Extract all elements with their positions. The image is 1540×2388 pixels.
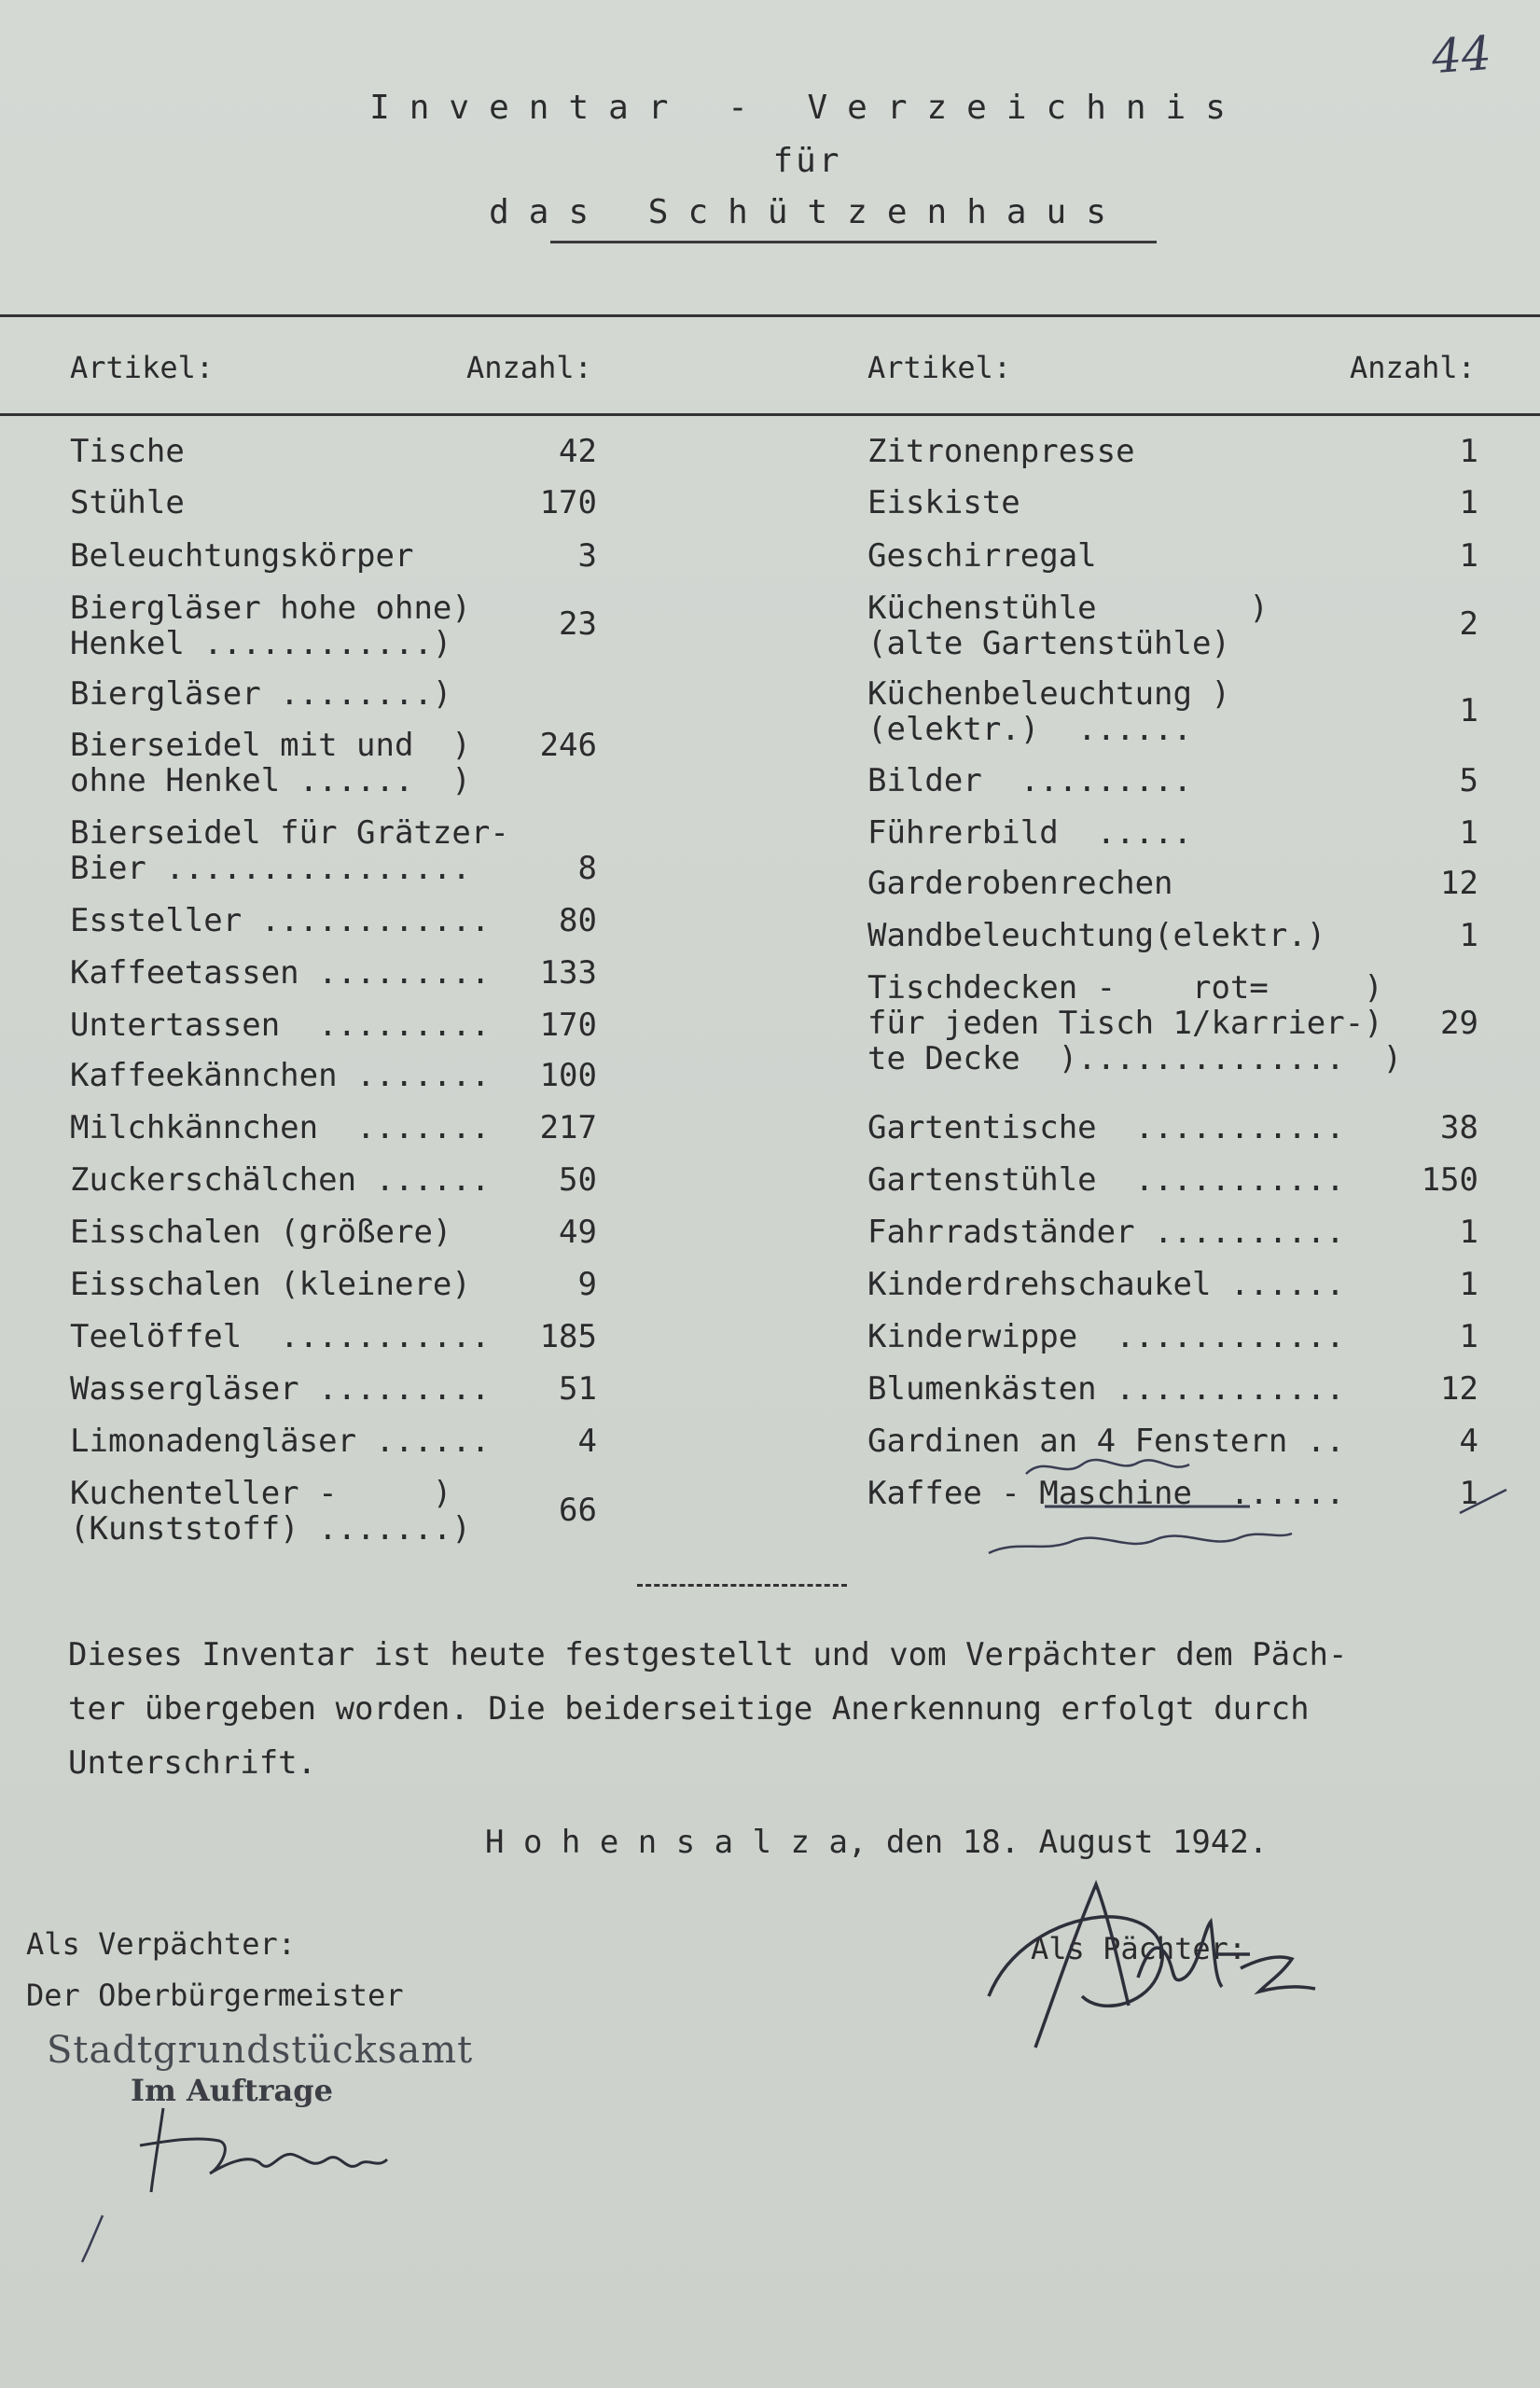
right-item-name: Fahrradständer .......... (867, 1214, 1345, 1251)
left-item-qty: 217 (539, 1109, 597, 1146)
lessee-label: Als Pächter: (1031, 1931, 1247, 1966)
left-item-qty: 50 (559, 1161, 597, 1199)
right-item-qty: 12 (1440, 1370, 1478, 1408)
right-item-name: Kinderdrehschaukel ...... (867, 1266, 1345, 1303)
left-item-name: Biergläser hohe ohne) Henkel ............) (70, 590, 471, 662)
left-item-qty: 80 (559, 902, 597, 939)
right-item-name: Gartentische ........... (867, 1109, 1345, 1146)
right-item-qty: 29 (1440, 1005, 1478, 1042)
right-item-qty: 1 (1459, 484, 1478, 521)
right-item-qty: 1 (1459, 1475, 1478, 1512)
title-underline (550, 241, 1157, 243)
left-item-name: Untertassen ......... (70, 1007, 491, 1044)
stamp-on-behalf: Im Auftrage (131, 2073, 333, 2108)
left-item-name: Kaffeekännchen ....... (70, 1057, 491, 1094)
header-left-article: Artikel: (70, 350, 215, 385)
left-item-name: Stühle (70, 484, 185, 521)
right-item-qty: 1 (1459, 537, 1478, 575)
stamp-office: Stadtgrundstücksamt (47, 2029, 474, 2072)
lessor-signature (131, 2103, 392, 2206)
right-item-qty: 1 (1459, 1318, 1478, 1355)
right-item-name: Küchenbeleuchtung ) (elektr.) ...... (867, 675, 1230, 748)
left-item-name: Limonadengläser ...... (70, 1423, 491, 1460)
right-item-qty: 1 (1459, 692, 1478, 729)
place-and-date: H o h e n s a l z a, den 18. August 1942. (485, 1824, 1269, 1861)
left-item-name: Beleuchtungskörper (70, 537, 414, 575)
left-item-qty: 246 (539, 727, 597, 764)
right-item-name: Küchenstühle ) (alte Gartenstühle) (867, 590, 1269, 662)
right-item-name: Führerbild ..... (867, 814, 1192, 852)
right-item-name: Kaffee - Maschine ...... (867, 1475, 1345, 1512)
right-item-name: Garderobenrechen (867, 865, 1173, 902)
right-item-qty: 1 (1459, 433, 1478, 470)
left-item-name: Wassergläser ......... (70, 1370, 491, 1408)
left-item-name: Bierseidel mit und ) ohne Henkel ...... ) (70, 727, 471, 799)
right-item-qty: 12 (1440, 865, 1478, 902)
title-line-2: für (772, 142, 842, 180)
left-item-name: Teelöffel ........... (70, 1318, 491, 1355)
left-item-name: Eisschalen (kleinere) (70, 1266, 471, 1303)
left-item-name: Essteller ............ (70, 902, 491, 939)
left-item-name: Milchkännchen ....... (70, 1109, 491, 1146)
right-item-name: Zitronenpresse (867, 433, 1135, 470)
header-bottom-rule (0, 413, 1540, 416)
left-item-qty: 42 (559, 433, 597, 470)
left-item-name: Kaffeetassen ......... (70, 954, 491, 992)
left-item-name: Eisschalen (größere) (70, 1214, 452, 1251)
right-item-name: Tischdecken - rot= ) für jeden Tisch 1/karrier-) te Decke ).............. ) (867, 969, 1403, 1077)
left-item-qty: 49 (559, 1214, 597, 1251)
title-line-3: das Schützenhaus (489, 193, 1126, 231)
right-item-qty: 5 (1459, 762, 1478, 799)
left-item-qty: 51 (559, 1370, 597, 1408)
right-item-name: Eiskiste (867, 484, 1020, 521)
header-right-count: Anzahl: (1350, 350, 1476, 385)
left-item-name: Bierseidel für Grätzer- Bier ................ (70, 814, 509, 887)
lessor-label: Als Verpächter: (26, 1926, 296, 1962)
right-item-name: Kinderwippe ............ (867, 1318, 1345, 1355)
right-item-qty: 2 (1459, 605, 1478, 643)
page-number: 44 (1430, 25, 1493, 85)
check-mark-icon (1455, 1485, 1511, 1522)
right-item-qty: 4 (1459, 1423, 1478, 1460)
right-item-name: Blumenkästen ............ (867, 1370, 1345, 1408)
right-item-qty: 150 (1421, 1161, 1478, 1199)
left-item-name: Biergläser ........) (70, 675, 452, 713)
closing-statement: Dieses Inventar ist heute festgestellt und vom Verpächter dem Päch- ter übergeben worden. Die beiderseitige Anerkennung erfolgt durch Unterschrift. (68, 1636, 1348, 1782)
right-item-name: Wandbeleuchtung(elektr.) (867, 917, 1326, 954)
left-item-name: Zuckerschälchen ...... (70, 1161, 491, 1199)
left-item-qty: 100 (539, 1057, 597, 1094)
title-line-1: Inventar - Verzeichnis (369, 89, 1245, 127)
left-item-qty: 133 (539, 954, 597, 992)
left-item-qty: 66 (559, 1492, 597, 1529)
left-item-qty: 9 (577, 1266, 597, 1303)
lessee-signature (970, 1866, 1343, 2062)
left-item-qty: 185 (539, 1318, 597, 1355)
right-item-qty: 1 (1459, 814, 1478, 852)
header-right-article: Artikel: (867, 350, 1012, 385)
right-item-qty: 1 (1459, 1266, 1478, 1303)
left-item-qty: 170 (539, 484, 597, 521)
right-item-name: Geschirregal (867, 537, 1097, 575)
right-item-qty: 1 (1459, 1214, 1478, 1251)
right-item-qty: 38 (1440, 1109, 1478, 1146)
left-item-qty: 170 (539, 1007, 597, 1044)
section-divider (637, 1584, 847, 1587)
left-item-qty: 8 (577, 850, 597, 887)
header-left-count: Anzahl: (466, 350, 592, 385)
left-item-qty: 4 (577, 1423, 597, 1460)
pencil-mark (75, 2211, 112, 2267)
header-top-rule (0, 314, 1540, 317)
left-item-qty: 3 (577, 537, 597, 575)
left-item-qty: 23 (559, 605, 597, 643)
lessor-title: Der Oberbürgermeister (26, 1978, 404, 2013)
handwritten-correction (970, 1437, 1306, 1567)
left-item-name: Tische (70, 433, 185, 470)
right-item-name: Bilder ......... (867, 762, 1192, 799)
right-item-name: Gardinen an 4 Fenstern .. (867, 1423, 1345, 1460)
right-item-qty: 1 (1459, 917, 1478, 954)
left-item-name: Kuchenteller - ) (Kunststoff) .......) (70, 1475, 471, 1548)
right-item-name: Gartenstühle ........... (867, 1161, 1345, 1199)
